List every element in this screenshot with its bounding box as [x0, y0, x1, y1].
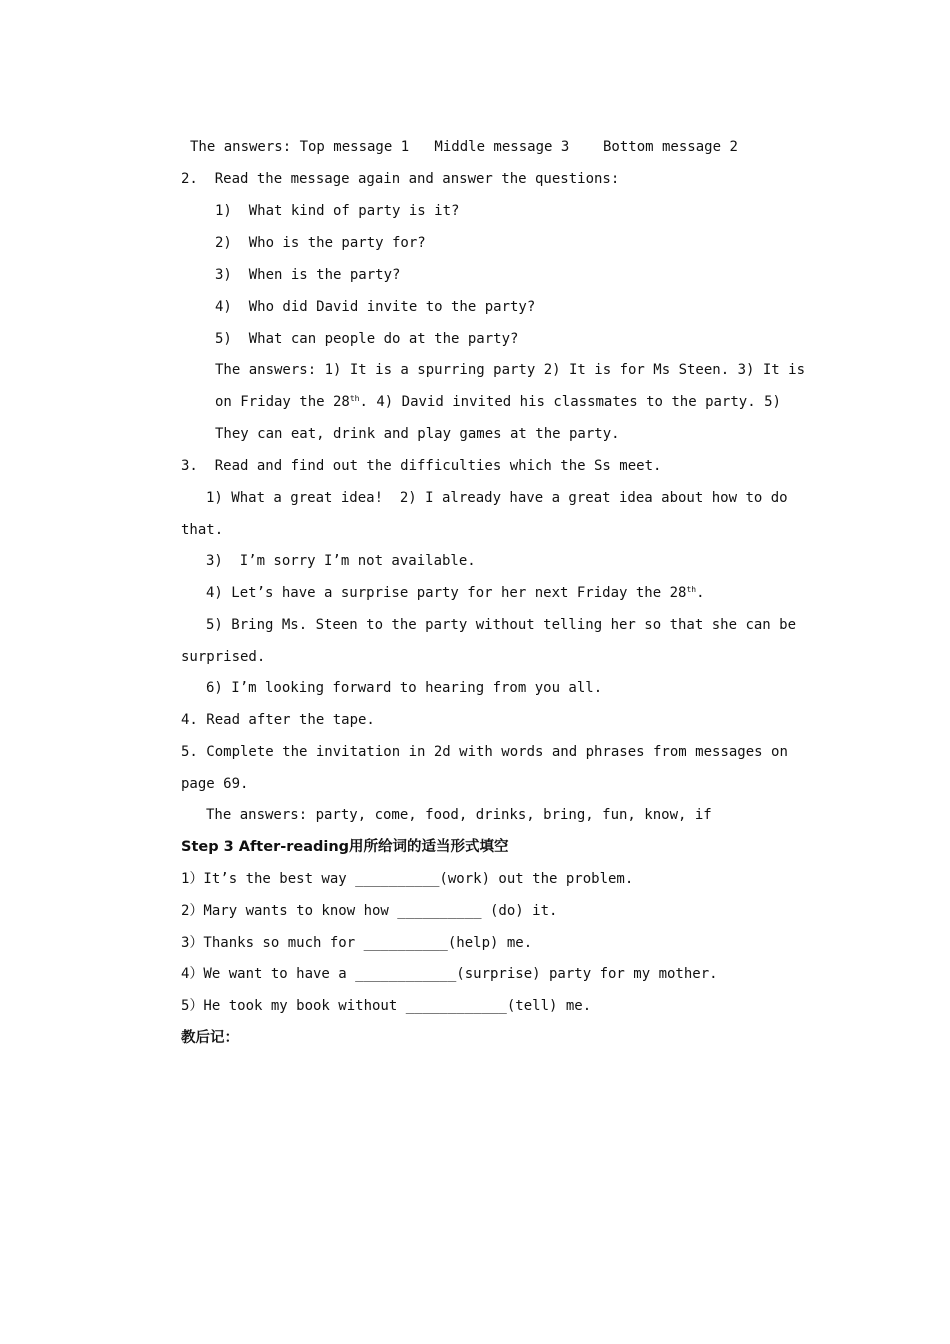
question-2-item-5: 5) What can people do at the party? [215, 331, 519, 347]
question-2-answer-line-2 [215, 393, 781, 411]
question-5-line-1: 5. Complete the invitation in 2d with words and phrases from messages on [181, 744, 788, 760]
item-4-end: . [696, 585, 705, 601]
question-3-heading: 3. Read and find out the difficulties which the Ss meet. [181, 458, 662, 474]
step-3-item-3: 3）Thanks so much for __________(help) me. [181, 935, 533, 951]
question-2-item-4: 4) Who did David invite to the party? [215, 299, 536, 315]
question-2-item-1: 1) What kind of party is it? [215, 203, 460, 219]
question-2-answer-line-1: The answers: 1) It is a spurring party 2) It is for Ms Steen. 3) It is [215, 362, 806, 378]
question-2-heading: 2. Read the message again and answer the questions: [181, 171, 620, 187]
answer-line-2-end: . 4) David invited his classmates to the party. 5) [359, 394, 781, 410]
question-5-line-2: page 69. [181, 776, 249, 792]
question-3-item-5-line-2: surprised. [181, 649, 266, 665]
ordinal-suffix: th [686, 585, 697, 594]
question-3-item-4 [206, 584, 705, 602]
item-4-start: 4) Let’s have a surprise party for her next Friday the 28 [206, 585, 687, 601]
teaching-notes-label: 教后记： [181, 1030, 239, 1046]
step-3-item-1: 1）It’s the best way __________(work) out the problem. [181, 871, 634, 887]
question-4: 4. Read after the tape. [181, 712, 375, 728]
question-3-item-1-line-2: that. [181, 522, 224, 538]
step-3-item-2: 2）Mary wants to know how __________ (do) it. [181, 903, 558, 919]
step-3-item-4: 4）We want to have a ____________(surprise) party for my mother. [181, 966, 718, 982]
question-3-item-1-line-1: 1) What a great idea! 2) I already have a great idea about how to do [206, 490, 788, 506]
question-2-item-2: 2) Who is the party for? [215, 235, 426, 251]
question-3-item-3: 3) I’m sorry I’m not available. [206, 553, 476, 569]
answers-line: The answers: Top message 1 Middle message 3 Bottom message 2 [190, 139, 738, 155]
step-3-item-5: 5）He took my book without ____________(tell) me. [181, 998, 592, 1014]
ordinal-suffix: th [349, 394, 360, 403]
answer-line-2-start: on Friday the 28 [215, 394, 350, 410]
question-3-item-6: 6) I’m looking forward to hearing from you all. [206, 680, 603, 696]
question-3-item-5-line-1: 5) Bring Ms. Steen to the party without telling her so that she can be [206, 617, 797, 633]
question-2-answer-line-3: They can eat, drink and play games at the party. [215, 426, 620, 442]
question-2-item-3: 3) When is the party? [215, 267, 401, 283]
step-3-heading: Step 3 After-reading用所给词的适当形式填空 [181, 839, 509, 855]
question-5-answers: The answers: party, come, food, drinks, bring, fun, know, if [206, 807, 712, 823]
